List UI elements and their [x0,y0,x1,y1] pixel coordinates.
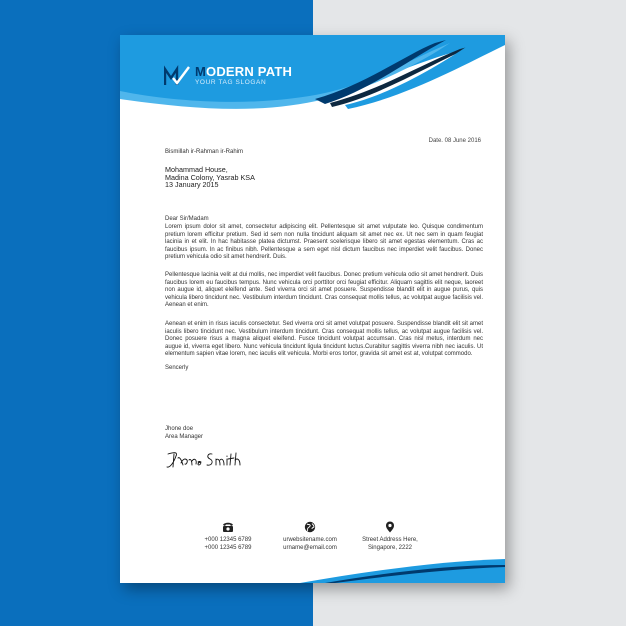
website[interactable]: urwebsitename.com [283,537,337,543]
greeting: Dear Sir/Madam [165,216,209,222]
phone-line: +000 12345 6789 [204,544,252,551]
address-line: Street Address Here, [362,537,418,543]
email[interactable]: urname@email.com [283,544,337,551]
brand-name-initial: M [195,64,207,80]
signer-name: Jhone doe [165,426,194,432]
phone-line: +000 12345 6789 [204,537,252,543]
letter-date: Date. 08 June 2016 [428,138,481,144]
handwritten-signature [164,448,264,472]
footer-address [350,521,430,552]
signer-title: Area Manager [165,434,204,440]
phone-icon [222,521,234,533]
body-paragraph: Aenean et enim in risus iaculis consectetur. Sed viverra orci sit amet volutpat posuere. Suspendisse blandit elit sit amet iaculis libero tincidunt nec. Vestibulum interdum tincidunt. Cras consequat mollis tellus, ac volutpat augue facilisis vel. Donec posuere risus a magna aliquet eleifend. Fusce tincidunt volutpat accumsan. Cras nisl metus, interdum nec augue id, viverra eget libero. Nunc vehicula tincidunt ligula tincidunt luctus.Curabitur sagittis viverra nibh nec iaculis. Ut elementum sapien vitae lorem, nec iaculis elit vehicula. Morbi eros tortor, gravida sit amet est at, volutpat commodo. [165,321,483,358]
opening-line: Bismillah ir-Rahman ir-Rahim [165,149,244,155]
footer-web [270,521,350,552]
body-paragraph: Lorem ipsum dolor sit amet, consectetur adipiscing elit. Pellentesque sit amet vulputate leo. Quisque condimentum pretium lorem efficitur pretium. Sed id sem non nulla tincidunt aliquam sit amet nec ex. Ut nec sem in quam feugiat lacinia in et elit. In hac habitasse platea dictumst. Praesent scelerisque libero sit amet egestas elementum. Cras ac faucibus ipsum. In ac finibus nibh. Pellentesque a sem eget nisl dictum faucibus nec imperdiet velit faucibus. Donec pretium vehicula odio sit amet hendrerit. Duis. [165,224,483,261]
address-line: Mohammad House, [165,165,228,174]
brand-name-rest: ODERN PATH [206,64,293,80]
recipient-address [165,166,255,189]
address-line: Singapore, 2222 [367,544,413,551]
brand-name [195,65,292,78]
letterhead-page [120,35,505,583]
body-paragraph: Pellentesque lacinia velit at dui mollis, nec imperdiet velit faucibus. Donec pretium vehicula odio sit amet hendrerit. Duis faucibus lorem eu faucibus tempus. Nunc vehicula orci porttitor orci feugiat efficitur. Aliquam sagittis elit neque, laoreet non augue id, aliquet eleifend ante. Sed viverra orci sit amet posuere. Suspendisse blandit elit in augue purus, quis vehicula libero tincidunt nec. Vestibulum interdum tincidunt. Cras consequat mollis tellus, ac volutpat augue facilisis vel. Aenean et enim. [165,272,483,309]
globe-icon [304,521,316,533]
closing: Sencerly [165,365,189,371]
brand-slogan: YOUR TAG SLOGAN [195,79,267,87]
address-line: 13 January 2015 [165,180,219,190]
location-pin-icon [384,521,396,533]
brand-block [164,65,292,87]
footer-wave-graphic [120,553,505,583]
address-line: Madina Colony, Yasrab KSA [165,172,255,182]
footer-phone [188,521,268,552]
logo-icon [164,65,190,87]
